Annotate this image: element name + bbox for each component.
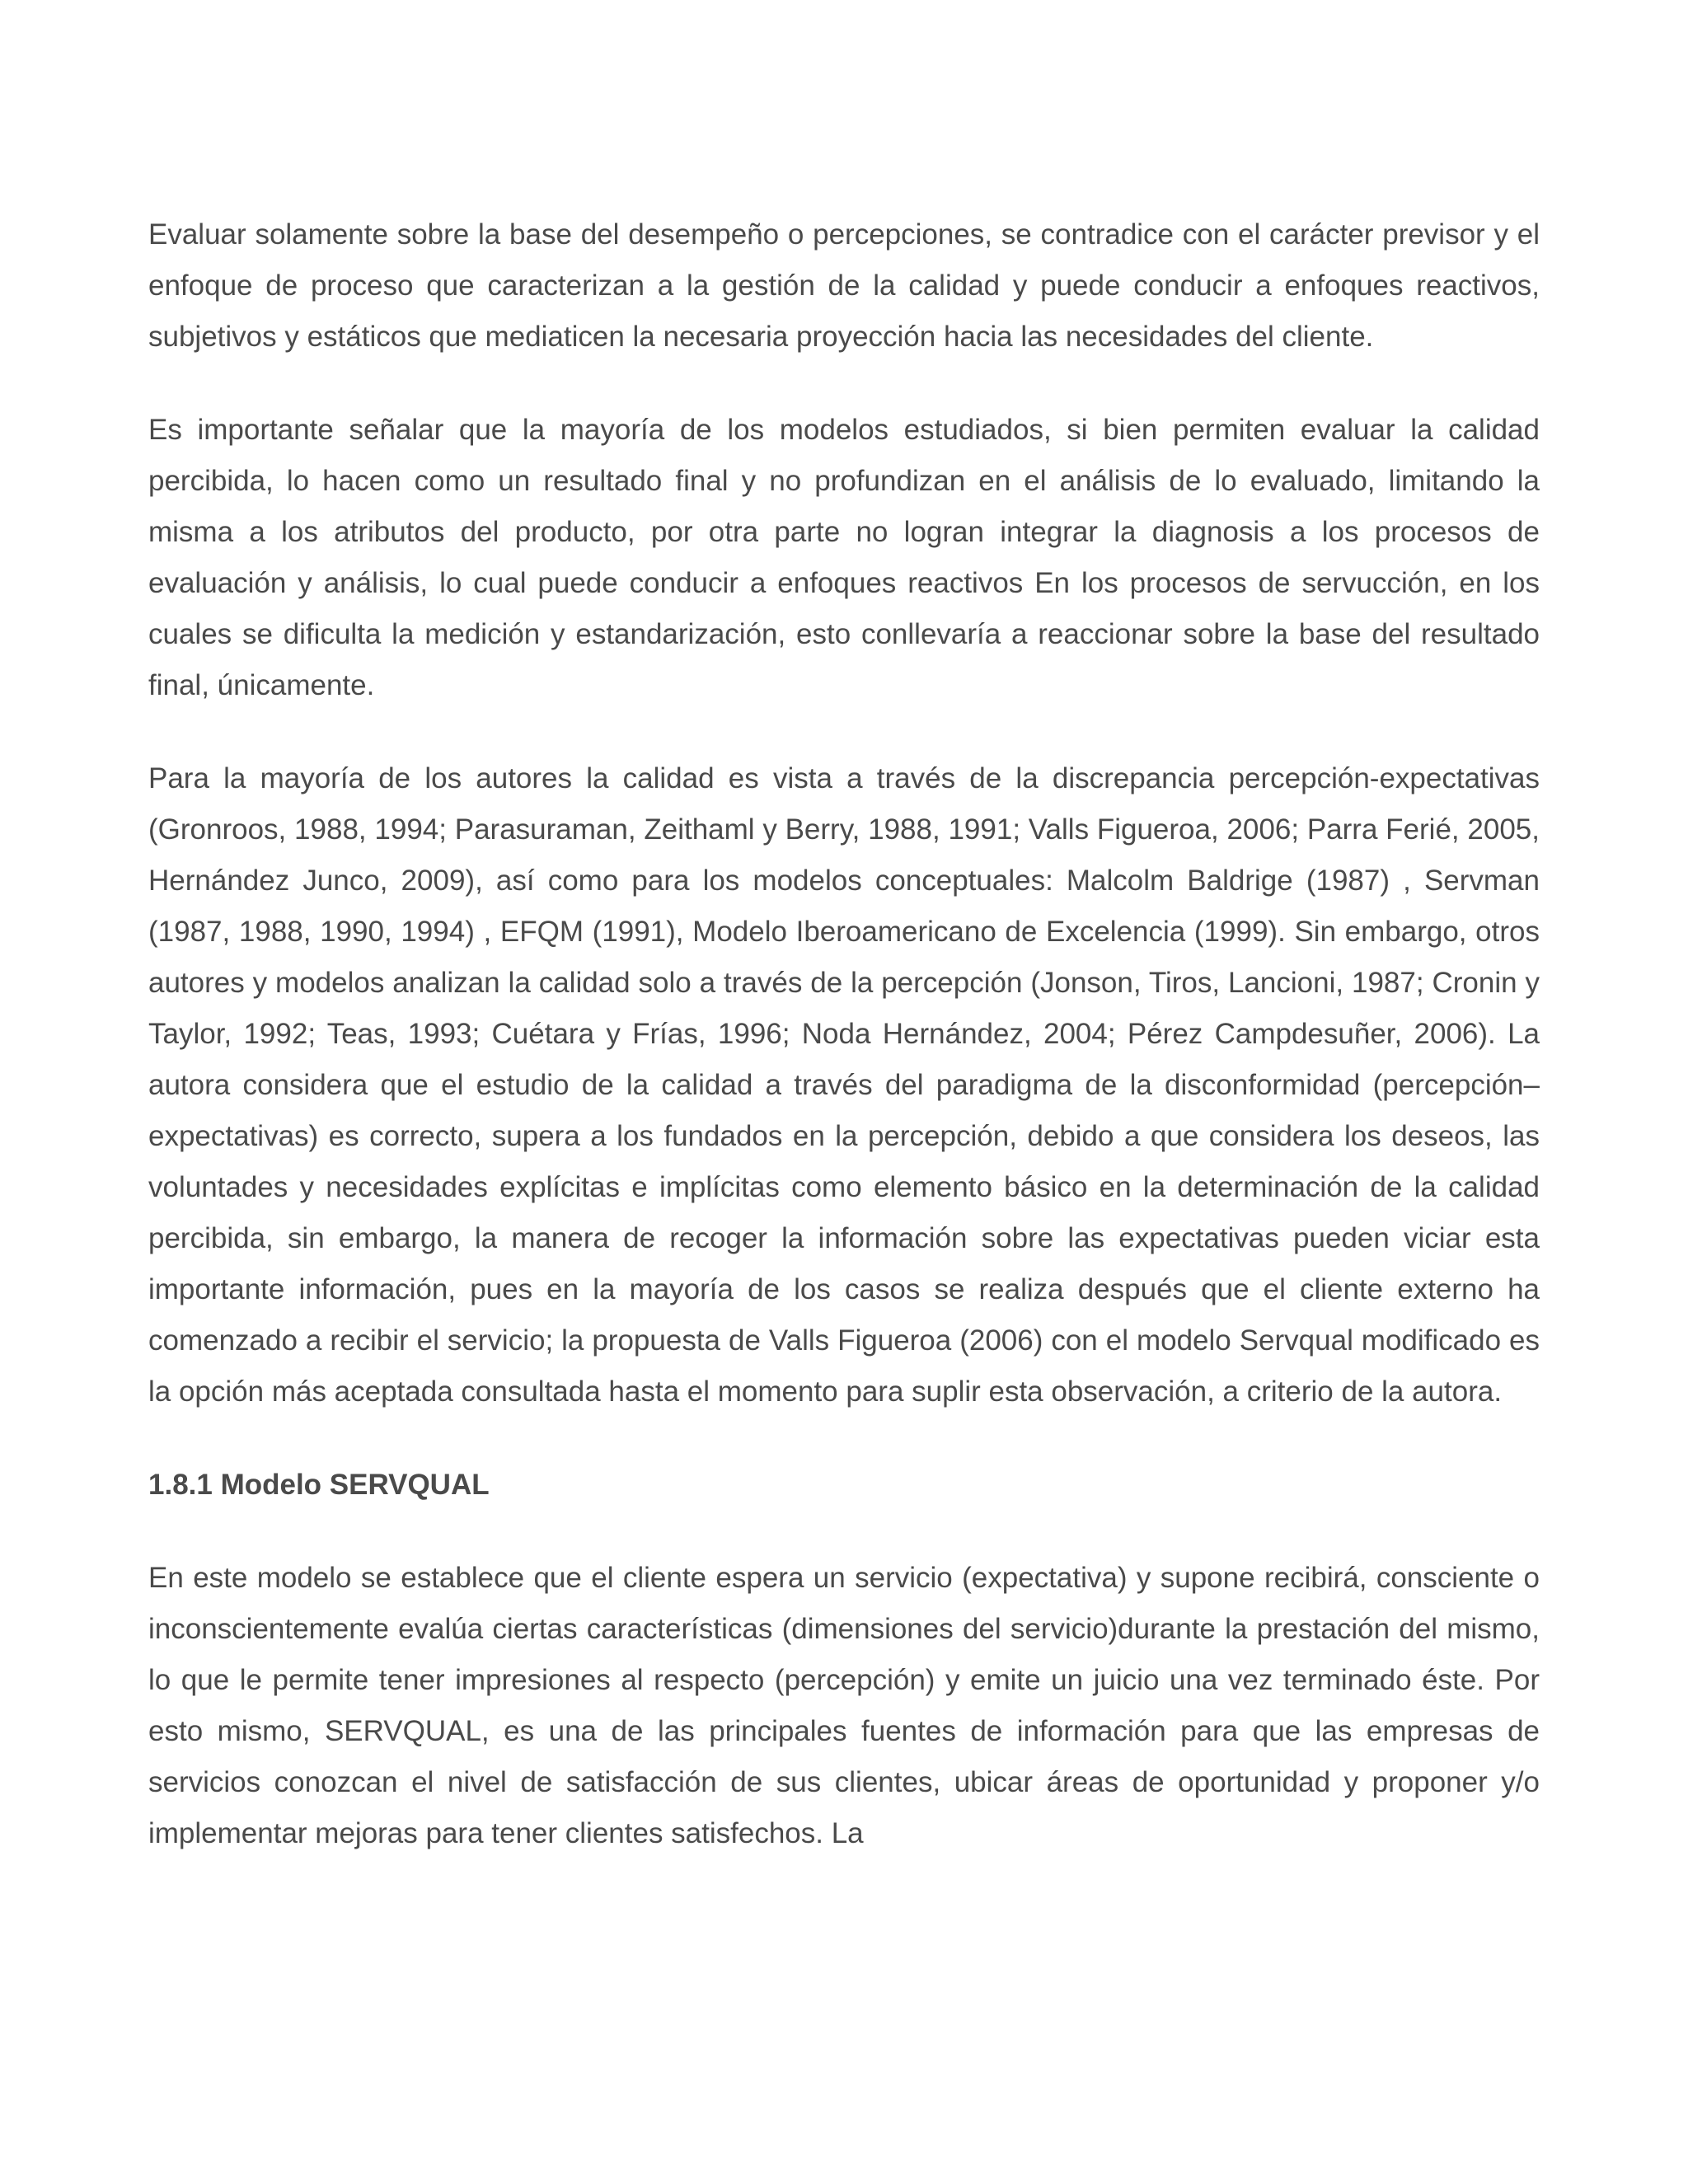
paragraph-modelos-estudiados: Es importante señalar que la mayoría de los modelos estudiados, si bien permiten evaluar la calidad percibida, lo hacen como un resultado final y no profundizan en el análisis de lo evaluado, limitando la misma a los atributos del producto, por otra parte no logran integrar la diagnosis a los procesos de evaluación y análisis, lo cual puede conducir a enfoques reactivos En los procesos de servucción, en los cuales se dificulta la medición y estandarización, esto conllevaría a reaccionar sobre la base del resultado final, únicamente. <box>148 414 1540 701</box>
paragraph-discrepancia: Para la mayoría de los autores la calidad es vista a través de la discrepancia percepción-expectativas (Gronroos, 1988, 1994; Parasuraman, Zeithaml y Berry, 1988, 1991; Valls Figueroa, 2006; Parra Ferié, 2005, Hernández Junco, 2009), así como para los modelos conceptuales: Malcolm Baldrige (1987) , Servman (1987, 1988, 1990, 1994) , EFQM (1991), Modelo Iberoamericano de Excelencia (1999). Sin embargo, otros autores y modelos analizan la calidad solo a través de la percepción (Jonson, Tiros, Lancioni, 1987; Cronin y Taylor, 1992; Teas, 1993; Cuétara y Frías, 1996; Noda Hernández, 2004; Pérez Campdesuñer, 2006). La autora considera que el estudio de la calidad a través del paradigma de la disconformidad (percepción–expectativas) es correcto, supera a los fundados en la percepción, debido a que considera los deseos, las voluntades y necesidades explícitas e implícitas como elemento básico en la determinación de la calidad percibida, sin embargo, la manera de recoger la información sobre las expectativas pueden viciar esta importante información, pues en la mayoría de los casos se realiza después que el cliente externo ha comenzado a recibir el servicio; la propuesta de Valls Figueroa (2006) con el modelo Servqual modificado es la opción más aceptada consultada hasta el momento para suplir esta observación, a criterio de la autora. <box>148 762 1540 1408</box>
paragraph-evaluar: Evaluar solamente sobre la base del desempeño o percepciones, se contradice con el carácter previsor y el enfoque de proceso que caracterizan a la gestión de la calidad y puede conducir a enfoques reactivos, subjetivos y estáticos que mediaticen la necesaria proyección hacia las necesidades del cliente. <box>148 218 1540 353</box>
document-body <box>148 209 1540 1901</box>
section-heading-servqual: 1.8.1 Modelo SERVQUAL <box>148 1469 490 1501</box>
paragraph-servqual-intro: En este modelo se establece que el cliente espera un servicio (expectativa) y supone recibirá, consciente o inconscientemente evalúa ciertas características (dimensiones del servicio)durante la prestación del mismo, lo que le permite tener impresiones al respecto (percepción) y emite un juicio una vez terminado éste. Por esto mismo, SERVQUAL, es una de las principales fuentes de información para que las empresas de servicios conozcan el nivel de satisfacción de sus clientes, ubicar áreas de oportunidad y proponer y/o implementar mejoras para tener clientes satisfechos. La <box>148 1562 1540 1849</box>
